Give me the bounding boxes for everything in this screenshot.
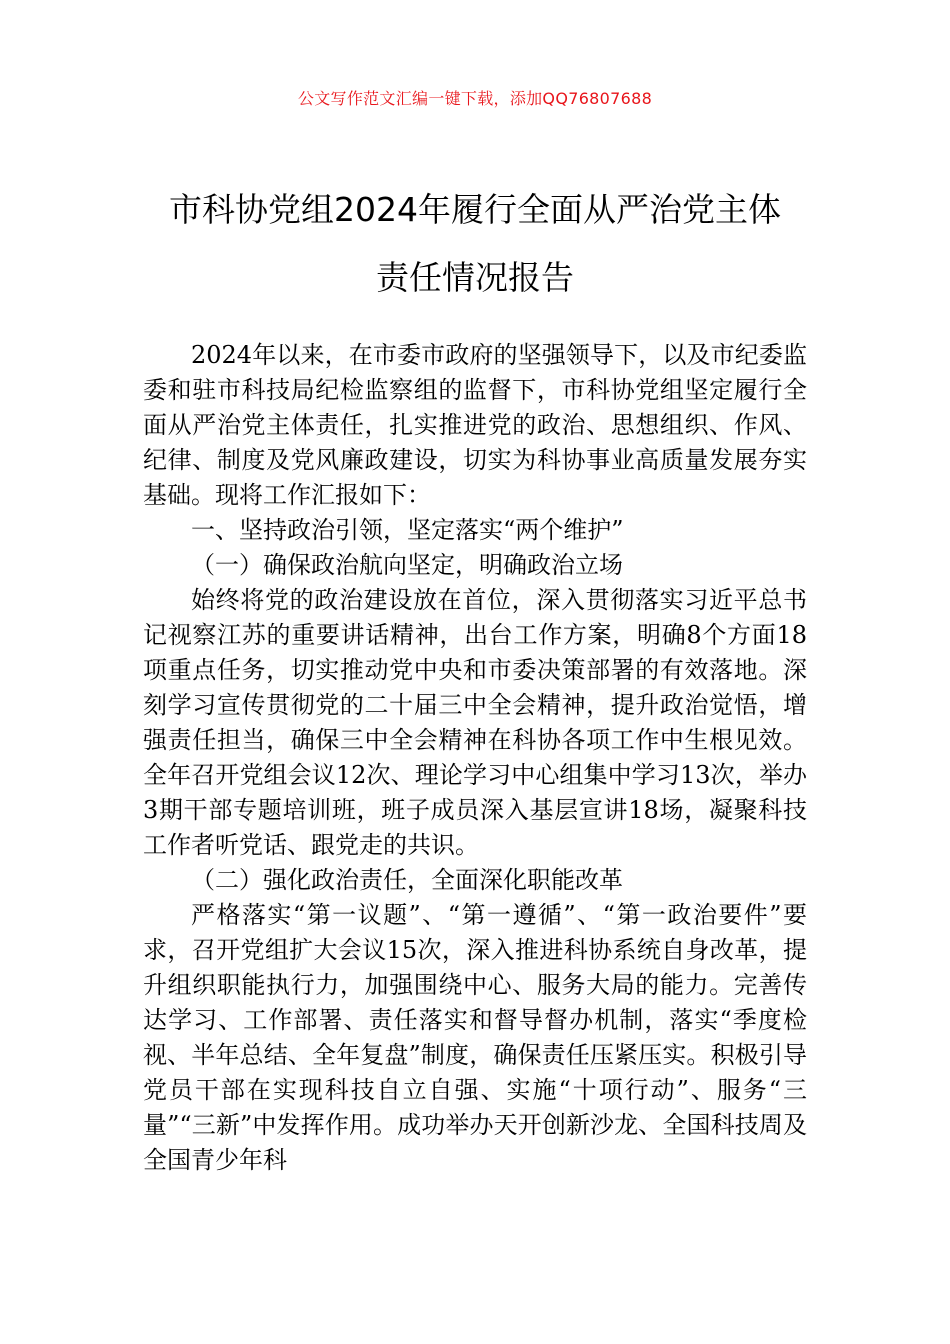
section-heading-1: 一、坚持政治引领，坚定落实“两个维护” — [191, 516, 624, 544]
title-line-2: 责任情况报告 — [376, 258, 574, 297]
subsection-heading-1: （一）确保政治航向坚定，明确政治立场 — [191, 551, 623, 579]
download-note: 公文写作范文汇编一键下载，添加QQ76807688 — [297, 89, 653, 108]
document-title — [80, 176, 870, 312]
document-body — [143, 338, 807, 1178]
subsection-heading-2: （二）强化政治责任，全面深化职能改革 — [191, 866, 623, 894]
intro-paragraph: 2024年以来，在市委市政府的坚强领导下，以及市纪委监委和驻市科技局纪检监察组的监督下，市科协党组坚定履行全面从严治党主体责任，扎实推进党的政治、思想组织、作风、纪律、制度及党风廉政建设，切实为科协事业高质量发展夯实基础。现将工作汇报如下： — [143, 341, 807, 509]
title-line-1: 市科协党组2024年履行全面从严治党主体 — [169, 190, 781, 229]
subsection-2-paragraph: 严格落实“第一议题”、“第一遵循”、“第一政治要件”要求，召开党组扩大会议15次，深入推进科协系统自身改革，提升组织职能执行力，加强围绕中心、服务大局的能力。完善传达学习、工作部署、责任落实和督导督办机制，落实“季度检视、半年总结、全年复盘”制度，确保责任压紧压实。积极引导党员干部在实现科技自立自强、实施“十项行动”、服务“三量”“三新”中发挥作用。成功举办天开创新沙龙、全国科技周及全国青少年科 — [143, 901, 807, 1174]
subsection-1-paragraph: 始终将党的政治建设放在首位，深入贯彻落实习近平总书记视察江苏的重要讲话精神，出台工作方案，明确8个方面18项重点任务，切实推动党中央和市委决策部署的有效落地。深刻学习宣传贯彻党的二十届三中全会精神，提升政治觉悟，增强责任担当，确保三中全会精神在科协各项工作中生根见效。全年召开党组会议12次、理论学习中心组集中学习13次，举办3期干部专题培训班，班子成员深入基层宣讲18场，凝聚科技工作者听党话、跟党走的共识。 — [143, 586, 807, 859]
